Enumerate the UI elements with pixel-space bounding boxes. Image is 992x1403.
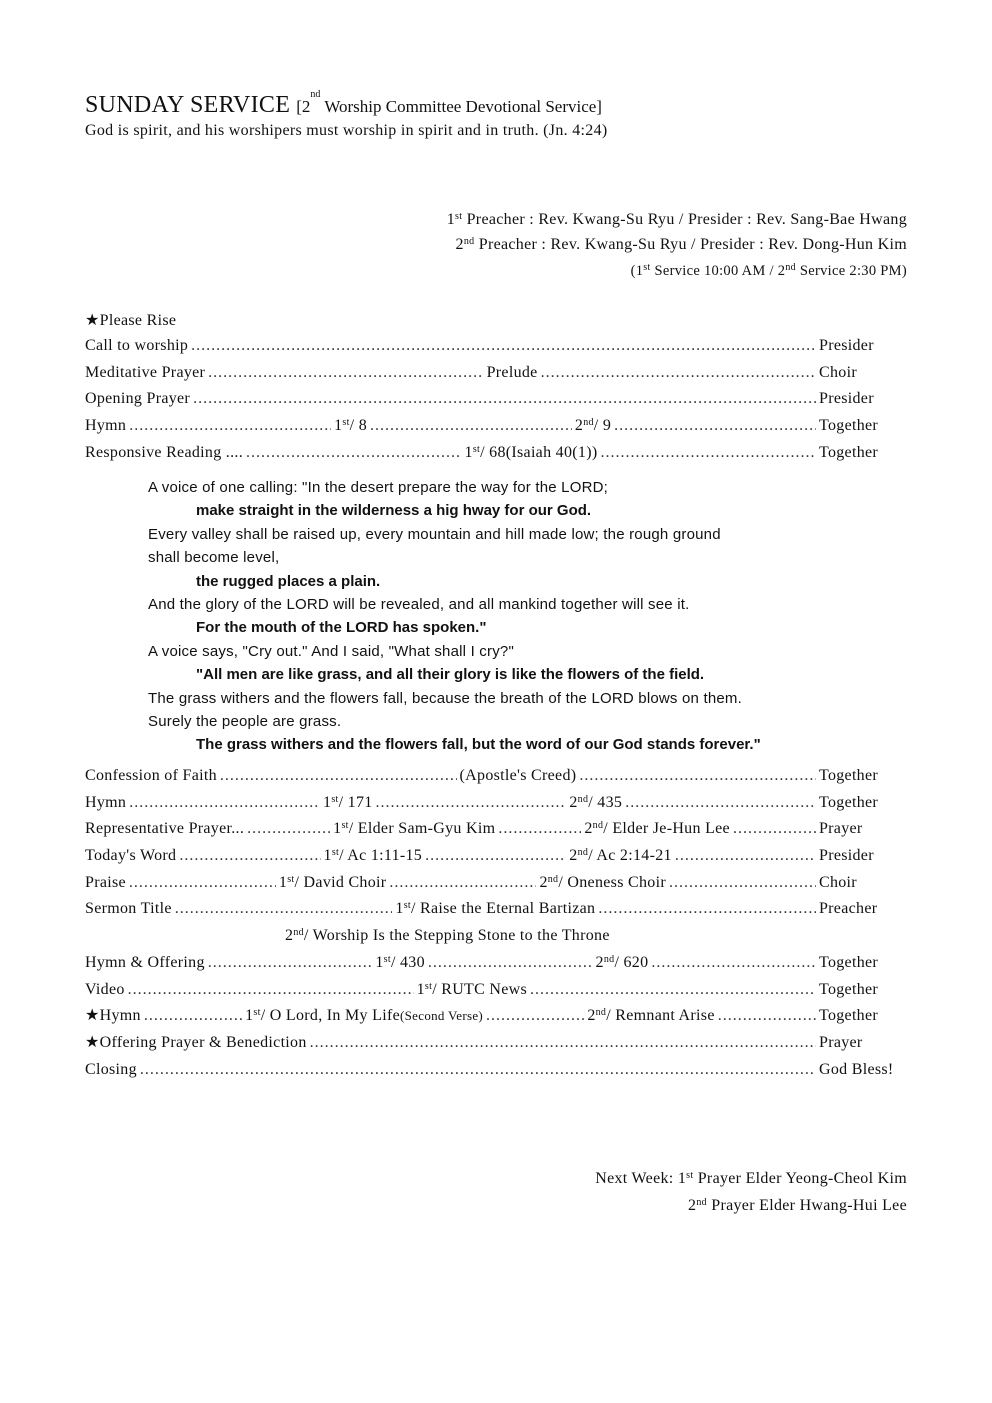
leader-dots <box>129 870 276 897</box>
order-item-label: Opening Prayer <box>85 390 191 408</box>
reading-leader-line: Every valley shall be raised up, every mountain and hill made low; the rough ground <box>148 525 721 543</box>
ordinal-second <box>285 923 304 950</box>
leader-dots <box>579 763 816 790</box>
leader-dots <box>498 816 581 843</box>
ordinal-number: 2 <box>595 953 604 971</box>
order-row <box>85 1030 893 1057</box>
order-row <box>85 950 893 977</box>
please-rise-label: ★Please Rise <box>85 312 177 329</box>
service-times: (1st Service 10:00 AM / 2nd Service 2:30 PM) <box>630 262 907 279</box>
ordinal-second <box>569 790 588 817</box>
order-role: Presider <box>819 847 874 865</box>
leader-dots <box>428 950 593 977</box>
order-role: Together <box>819 953 879 971</box>
order-row <box>85 843 893 870</box>
leader-dots <box>376 790 567 817</box>
ordinal-number: 1 <box>333 820 342 838</box>
leader-dots <box>541 360 816 387</box>
order-second-detail: / Ac 2:14-21 <box>588 847 672 865</box>
ordinal-second <box>584 816 603 843</box>
order-first-detail: / Raise the Eternal Bartizan <box>410 900 596 918</box>
order-item-label: Today's Word <box>85 847 177 865</box>
order-row <box>85 440 893 467</box>
ordinal-suffix: nd <box>293 927 304 939</box>
ordinal-second <box>587 1003 606 1030</box>
leader-dots <box>669 870 816 897</box>
ordinal-number: 2 <box>587 1007 596 1025</box>
ordinal-suffix: st <box>331 847 340 859</box>
reading-response-line: the rugged places a plain. <box>196 572 381 590</box>
order-first-detail: / 8 <box>349 417 368 435</box>
ordinal-number: 1 <box>375 953 384 971</box>
reading-leader-line: shall become level, <box>148 549 280 567</box>
leader-dots <box>651 950 816 977</box>
reading-leader-line: The grass withers and the flowers fall, because the breath of the LORD blows on them. <box>148 689 742 707</box>
order-item-label: Sermon Title <box>85 900 172 918</box>
order-role: Together <box>818 1007 879 1025</box>
order-first-detail: / 68(Isaiah 40(1)) <box>480 443 598 461</box>
order-role: Preacher <box>818 900 878 918</box>
order-second-detail: / 620 <box>614 953 649 971</box>
leader-dots <box>625 790 816 817</box>
leader-dots <box>614 413 816 440</box>
ordinal-number: 1 <box>464 443 473 461</box>
order-first-detail: / Elder Sam-Gyu Kim <box>348 820 496 838</box>
ordinal-second <box>569 843 588 870</box>
order-row <box>85 413 893 440</box>
leader-dots <box>675 843 816 870</box>
leader-dots <box>718 1003 816 1030</box>
order-second-detail: / Elder Je-Hun Lee <box>603 820 730 838</box>
order-role: Presider <box>819 337 874 354</box>
order-row <box>85 1003 893 1030</box>
leader-dots <box>140 1057 816 1084</box>
order-row <box>85 870 893 897</box>
ordinal-first <box>417 977 433 1004</box>
page-title <box>85 89 602 119</box>
leader-dots <box>247 816 330 843</box>
order-row <box>85 360 893 387</box>
order-first-detail: / 171 <box>338 793 373 811</box>
ordinal-first <box>333 816 349 843</box>
ordinal-number: 2 <box>574 417 584 435</box>
leader-dots <box>600 440 816 467</box>
reading-leader-line: A voice of one calling: "In the desert prepare the way for the LORD; <box>148 479 609 496</box>
ordinal-number: 2 <box>584 820 593 838</box>
ordinal-first <box>465 440 481 467</box>
service-leaders <box>447 207 907 283</box>
order-second-detail: / 9 <box>593 417 612 435</box>
order-first-detail: / RUTC News <box>432 980 528 998</box>
ordinal-number: 1 <box>323 847 332 865</box>
order-role: Presider <box>819 390 874 408</box>
order-item-label: ★Hymn <box>85 1007 141 1025</box>
leader-dots <box>144 1003 242 1030</box>
order-role: Together <box>819 417 879 435</box>
order-second-detail: / 435 <box>588 793 623 811</box>
ordinal-number: 2 <box>569 847 578 865</box>
reading-response-line: For the mouth of the LORD has spoken." <box>196 619 487 637</box>
order-item-label: Confession of Faith <box>85 767 217 784</box>
leader-dots <box>179 843 320 870</box>
ordinal-suffix: st <box>287 873 295 885</box>
order-first-detail: / 430 <box>390 953 425 971</box>
order-item-label: Hymn <box>85 417 127 435</box>
ordinal-number: 2 <box>539 873 548 891</box>
leader-dots <box>733 816 816 843</box>
ordinal-number: 1 <box>334 417 343 435</box>
ordinal-suffix: nd <box>577 847 589 859</box>
leader-dots <box>598 896 816 923</box>
order-second-detail: / Oneness Choir <box>558 873 666 891</box>
order-item-label: Video <box>85 980 125 998</box>
order-first-detail: / Ac 1:11-15 <box>339 847 423 865</box>
ordinal-suffix: st <box>342 417 350 429</box>
reading-response-line: make straight in the wilderness a hig hway for our God. <box>196 502 592 520</box>
order-item-label: Meditative Prayer <box>85 363 206 381</box>
order-role: Prayer <box>818 820 863 838</box>
order-item-label: Hymn <box>85 793 127 811</box>
next-week-line-1: Next Week: 1st Prayer Elder Yeong-Cheol Kim <box>595 1170 907 1187</box>
order-row <box>85 896 893 923</box>
ordinal-suffix: st <box>253 1007 261 1019</box>
order-row <box>85 333 893 360</box>
ordinal-suffix: nd <box>583 417 594 429</box>
leader-dots <box>193 386 816 413</box>
ordinal-first <box>334 413 350 440</box>
next-week-line-2: 2nd Prayer Elder Hwang-Hui Lee <box>688 1197 907 1214</box>
order-item-label: Closing <box>85 1060 137 1078</box>
order-role: Choir <box>818 873 857 891</box>
ordinal-suffix: nd <box>603 953 615 965</box>
leader-dots <box>128 977 414 1004</box>
ordinal-suffix: nd <box>595 1007 607 1019</box>
ordinal-suffix: st <box>331 793 339 805</box>
leader-dots <box>175 896 393 923</box>
ordinal-suffix: st <box>383 953 391 965</box>
order-role: Together <box>818 767 879 784</box>
order-role: Prayer <box>819 1033 863 1051</box>
ordinal-second <box>596 950 615 977</box>
ordinal-number: 1 <box>245 1007 254 1025</box>
second-service-leaders: 2nd Preacher : Rev. Kwang-Su Ryu / Presider : Rev. Dong-Hun Kim <box>455 236 907 253</box>
service-title: SUNDAY SERVICE <box>85 92 291 118</box>
ordinal-suffix: st <box>424 980 433 992</box>
order-row <box>85 790 893 817</box>
order-first-detail: / Worship Is the Stepping Stone to the Throne <box>303 927 610 945</box>
leader-dots <box>370 413 572 440</box>
ordinal-first <box>279 870 295 897</box>
order-middle: Prelude <box>486 363 538 381</box>
first-service-leaders: 1st Preacher : Rev. Kwang-Su Ryu / Presider : Rev. Sang-Bae Hwang <box>446 211 907 228</box>
ordinal-second <box>575 413 594 440</box>
leader-dots <box>425 843 566 870</box>
leader-dots <box>208 950 373 977</box>
order-first-detail: / David Choir <box>294 873 387 891</box>
leader-dots <box>220 763 457 790</box>
leader-dots <box>486 1003 584 1030</box>
order-item-label: Hymn & Offering <box>85 953 205 971</box>
order-row <box>85 816 893 843</box>
responsive-reading <box>148 476 848 757</box>
order-middle: (Apostle's Creed) <box>459 767 577 784</box>
order-row <box>85 923 893 950</box>
order-row <box>85 386 893 413</box>
epigraph: God is spirit, and his worshipers must worship in spirit and in truth. (Jn. 4:24) <box>85 122 608 139</box>
ordinal-number: 1 <box>416 980 425 998</box>
order-of-service-bottom <box>85 763 893 1083</box>
ordinal-first <box>245 1003 261 1030</box>
order-role: Together <box>819 980 879 998</box>
order-of-service-top <box>85 333 893 466</box>
order-role: Together <box>819 793 879 811</box>
leader-dots <box>129 413 331 440</box>
leader-dots <box>389 870 536 897</box>
service-subtitle: [2nd Worship Committee Devotional Service] <box>296 89 602 116</box>
reading-leader-line: A voice says, "Cry out." And I said, "What shall I cry?" <box>148 642 514 660</box>
reading-response-line: "All men are like grass, and all their glory is like the flowers of the field. <box>196 666 705 684</box>
order-item-label: Praise <box>85 873 126 891</box>
ordinal-suffix: st <box>403 900 411 912</box>
ordinal-number: 2 <box>285 927 294 945</box>
ordinal-first <box>375 950 391 977</box>
order-role: God Bless! <box>819 1060 894 1078</box>
reading-leader-line: Surely the people are grass. <box>148 712 342 730</box>
ordinal-suffix: st <box>341 820 349 832</box>
order-item-label: Responsive Reading .... <box>85 443 243 461</box>
order-item-label: Call to worship <box>85 337 189 354</box>
order-item-label: ★Offering Prayer & Benediction <box>85 1033 307 1051</box>
leader-dots <box>246 440 462 467</box>
reading-leader-line: And the glory of the LORD will be revealed, and all mankind together will see it. <box>148 595 690 613</box>
next-week <box>595 1165 907 1219</box>
ordinal-number: 2 <box>569 793 578 811</box>
order-item-label: Representative Prayer... <box>85 820 245 838</box>
ordinal-suffix: nd <box>592 820 604 832</box>
order-first-note: (Second Verse) <box>400 1008 484 1024</box>
ordinal-first <box>324 843 340 870</box>
ordinal-suffix: st <box>472 443 481 455</box>
order-second-detail: / Remnant Arise <box>606 1007 715 1025</box>
order-role: Together <box>819 443 879 461</box>
ordinal-number: 1 <box>323 793 332 811</box>
leader-dots <box>530 977 816 1004</box>
ordinal-second <box>539 870 558 897</box>
reading-response-line: The grass withers and the flowers fall, but the word of our God stands forever." <box>196 736 761 754</box>
order-row <box>85 763 893 790</box>
ordinal-number: 1 <box>395 900 404 918</box>
ordinal-first <box>323 790 339 817</box>
leader-dots <box>310 1030 816 1057</box>
ordinal-first <box>395 896 411 923</box>
leader-dots <box>208 360 483 387</box>
ordinal-suffix: nd <box>577 793 589 805</box>
leader-dots <box>129 790 320 817</box>
order-first-detail: / O Lord, In My Life <box>260 1007 401 1025</box>
order-role: Choir <box>819 363 857 381</box>
ordinal-number: 1 <box>278 873 288 891</box>
leader-dots <box>191 333 816 360</box>
ordinal-suffix: nd <box>547 873 559 885</box>
order-row <box>85 1057 893 1084</box>
order-row <box>85 977 893 1004</box>
